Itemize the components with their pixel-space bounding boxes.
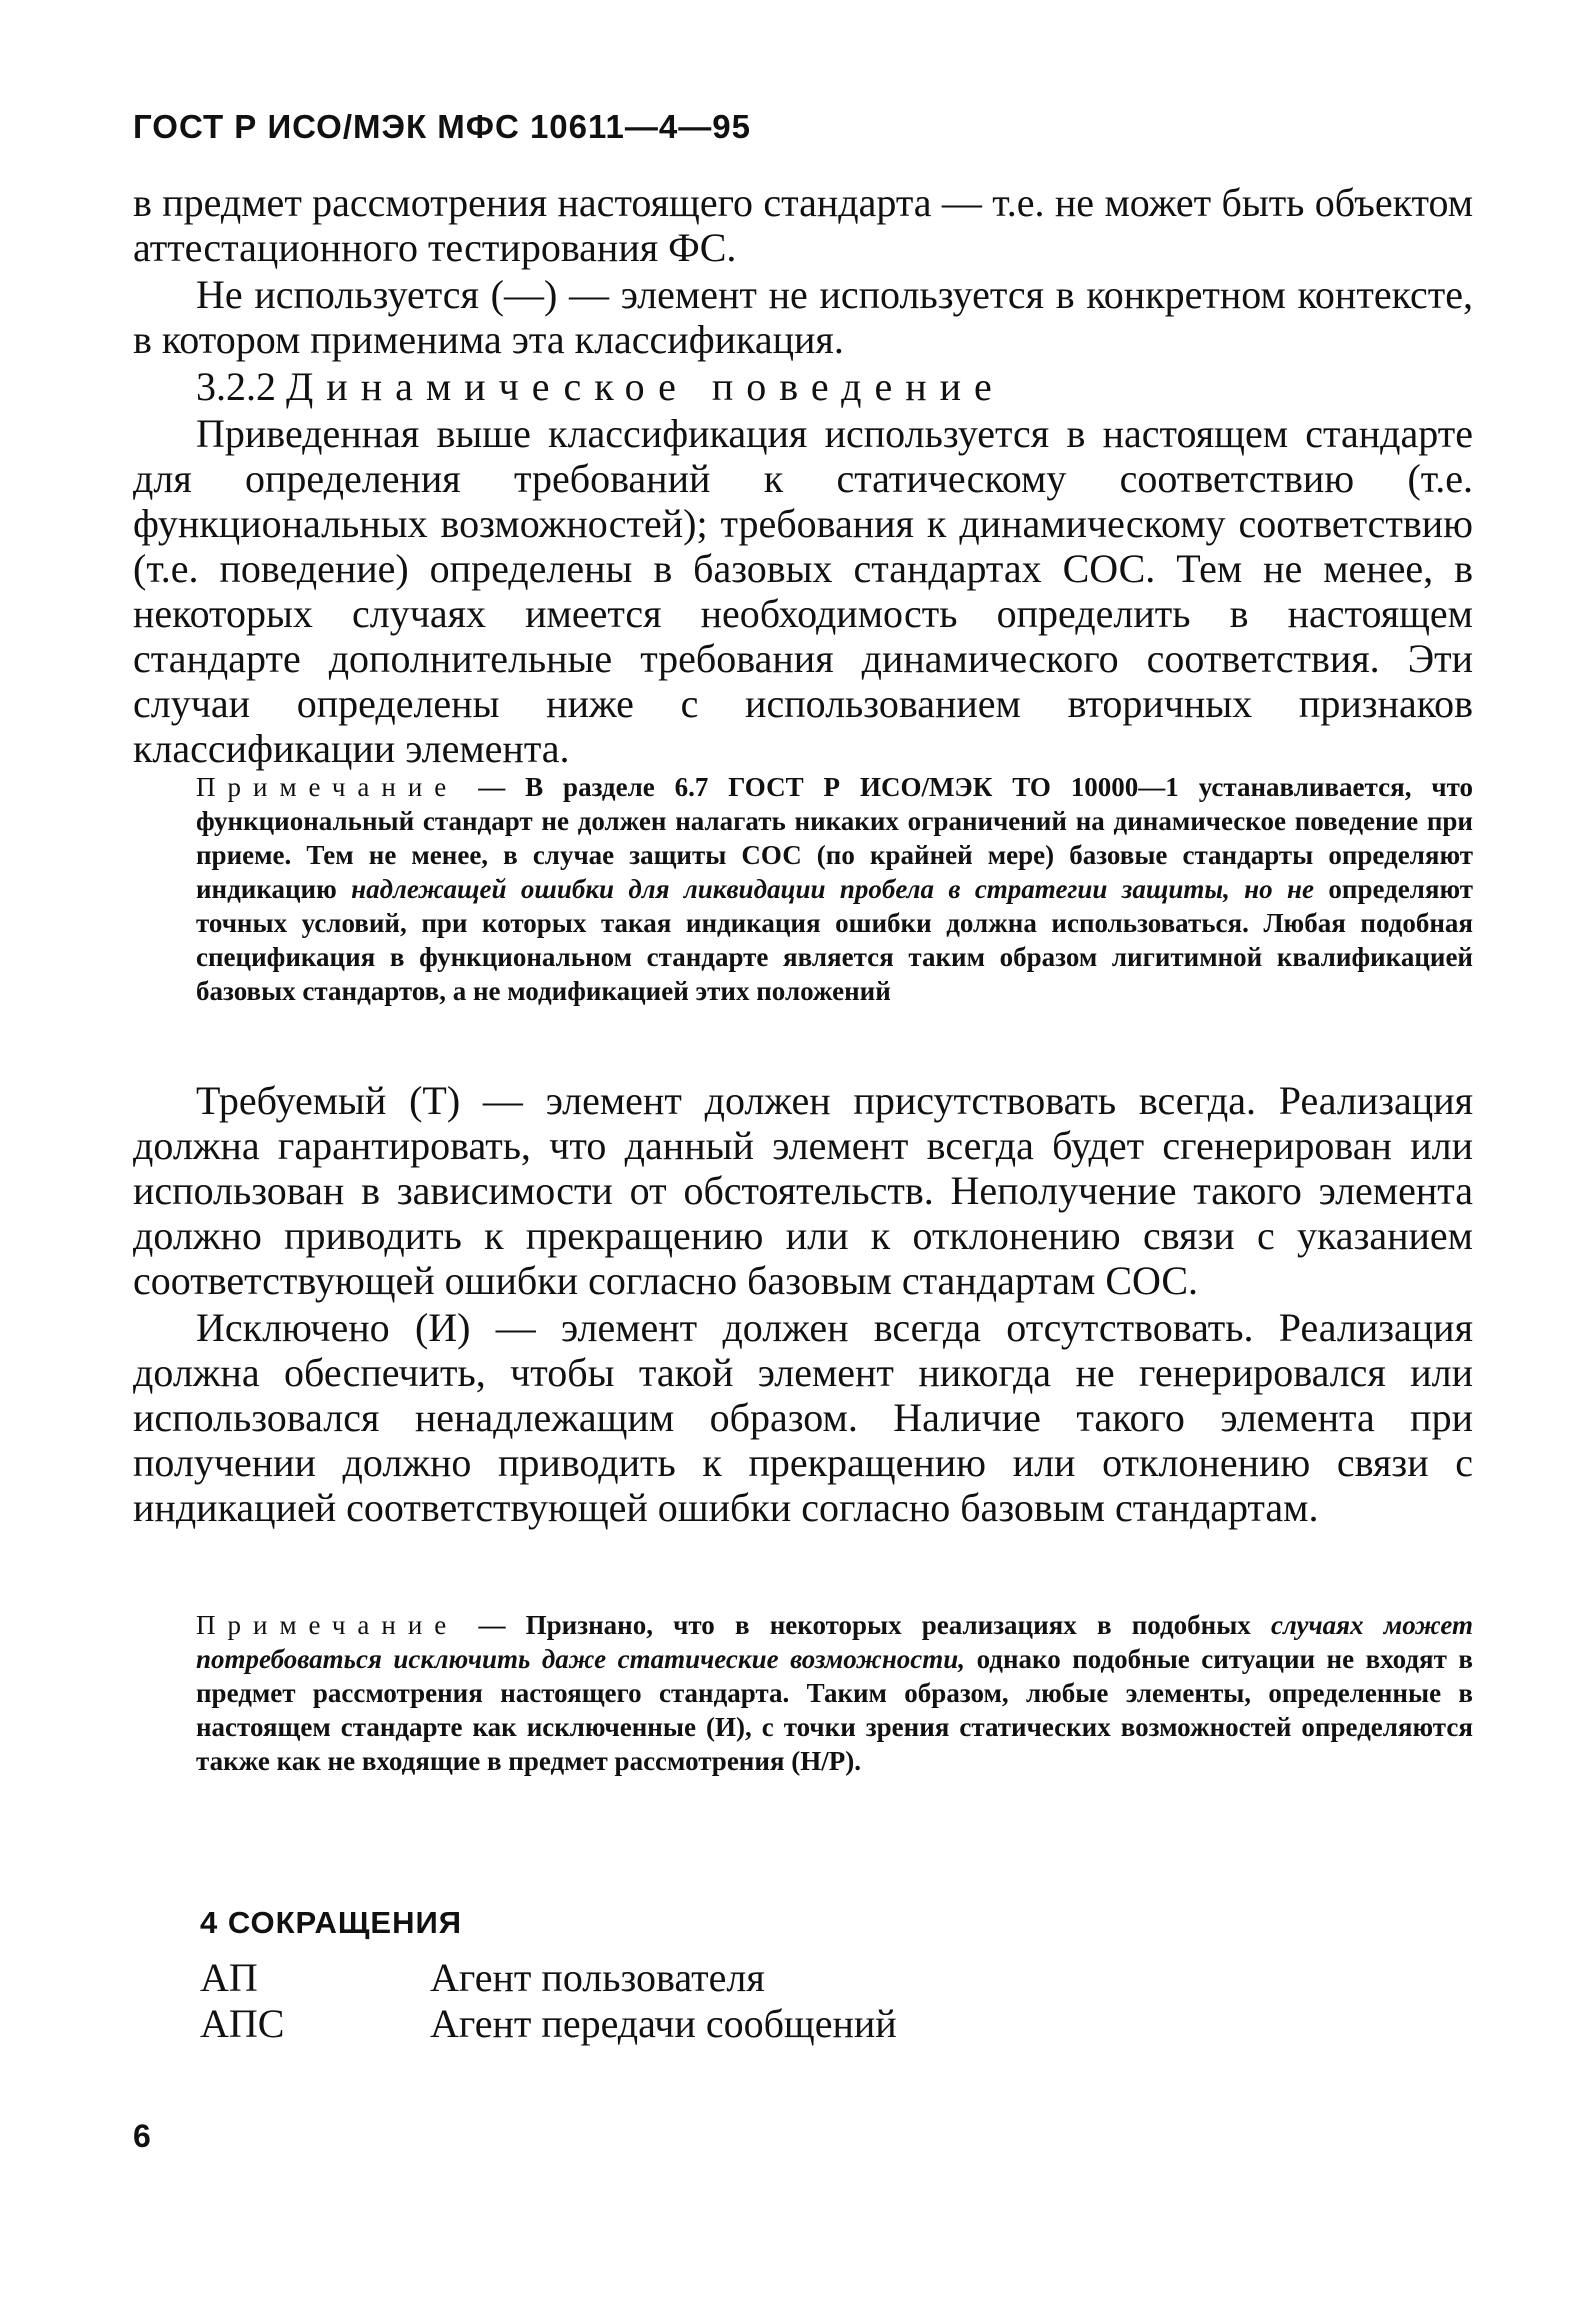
body-block-1 — [133, 180, 1473, 773]
abbreviation-code: АПС — [200, 2001, 285, 2046]
note-1-text-a: — В разделе 6.7 ГОСТ Р ИСО/МЭК ТО 10000—1 устанавливается, что функциональный стандарт не должен налагать никаких ограничений на динамическое поведение при приеме. Тем не менее, в случае защиты СОС (по крайней мере) базовые стандарты определяют индикацию — [196, 772, 1473, 904]
page-number: 6 — [133, 2118, 151, 2154]
abbreviations-list — [200, 1955, 897, 2047]
note-2-text-italic: случаях может потребоваться исключить даже статические возможности, — [196, 1610, 1474, 1674]
paragraph-dynamic-behavior: Приведенная выше классификация используется в настоящем стандарте для определения требований к статическому соответствию (т.е. функциональных возможностей); требования к динамическому соответствию (т.е. поведение) определены в базовых стандартах СОС. Тем не менее, в некоторых случаях имеется необходимость определить в настоящем стандарте дополнительные требования динамического соответствия. Эти случаи определены ниже с использованием вторичных признаков классификации элемента. — [133, 411, 1473, 771]
paragraph-excluded: Исключено (И) — элемент должен всегда отсутствовать. Реализация должна обеспечить, чтобы такой элемент никогда не генерировался или использовался ненадлежащим образом. Наличие такого элемента при получении должно приводить к прекращению или отклонению связи с индикацией соответствующей ошибки согласно базовым стандартам. — [133, 1305, 1473, 1530]
abbreviation-meaning: Агент передачи сообщений — [430, 2001, 897, 2046]
page-header: ГОСТ Р ИСО/МЭК МФС 10611—4—95 — [133, 108, 751, 145]
note-2 — [196, 1608, 1473, 1778]
note-1-label: Примечание — [196, 772, 459, 802]
paragraph-required: Требуемый (Т) — элемент должен присутствовать всегда. Реализация должна гарантировать, что данный элемент всегда будет сгенерирован или использован в зависимости от обстоятельств. Неполучение такого элемента должно приводить к прекращению или к отклонению связи с указанием соответствующей ошибки согласно базовым стандартам СОС. — [133, 1078, 1473, 1303]
abbreviation-row — [200, 1955, 897, 2001]
section-4-title: 4 СОКРАЩЕНИЯ — [200, 1905, 463, 1940]
note-2-label: Примечание — [196, 1610, 459, 1640]
body-block-2 — [133, 1078, 1473, 1532]
note-1-text-italic: надлежащей ошибки для ликвидации пробела в стратегии защиты, но не — [351, 874, 1315, 904]
subsection-number: 3.2.2 — [196, 364, 276, 409]
subsection-heading — [133, 364, 1473, 409]
note-1-text-b: определяют точных условий, при которых такая индикация ошибки должна использоваться. Любая подобная спецификация в функциональном стандарте является таким образом лигитимной квалификацией базовых стандартов, а не модификацией этих положений — [196, 874, 1474, 1006]
abbreviation-meaning: Агент пользователя — [430, 1955, 765, 2000]
paragraph-not-used: Не используется (—) — элемент не используется в конкретном контексте, в котором применима эта классификация. — [133, 272, 1473, 362]
subsection-title: Динамическое поведение — [286, 364, 1005, 409]
note-1 — [196, 770, 1473, 1008]
abbreviation-row — [200, 2001, 897, 2047]
abbreviation-code: АП — [200, 1955, 258, 2000]
note-2-text-a: — Признано, что в некоторых реализациях в подобных — [478, 1610, 1251, 1640]
note-2-text-b: однако подобные ситуации не входят в предмет рассмотрения настоящего стандарта. Таким образом, любые элементы, определенные в настоящем стандарте как исключенные (И), с точки зрения статических возможностей определяются также как не входящие в предмет рассмотрения (Н/Р). — [196, 1644, 1473, 1776]
paragraph-continuation: в предмет рассмотрения настоящего стандарта — т.е. не может быть объектом аттестационного тестирования ФС. — [133, 180, 1473, 270]
